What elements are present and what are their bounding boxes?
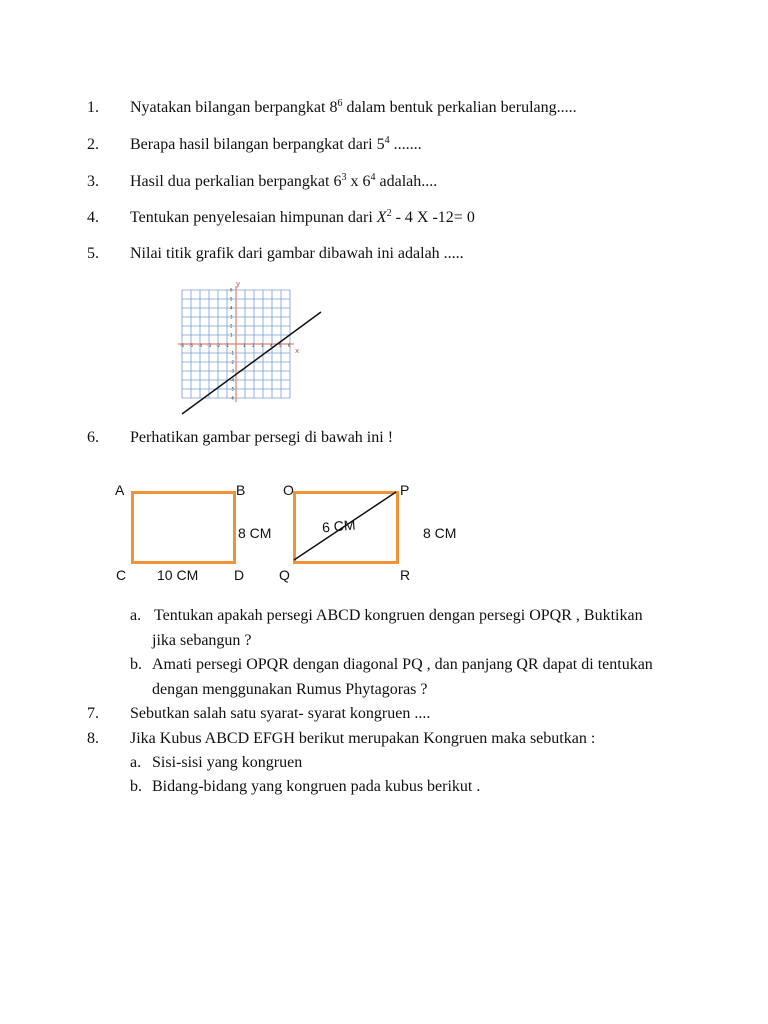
question-text: Perhatikan gambar persegi di bawah ini !	[130, 429, 394, 446]
sub-letter: a.	[130, 607, 142, 624]
vertex-label-c: C	[116, 567, 127, 583]
question-text: Hasil dua perkalian berpangkat $6^3$ x $6^4$ adalah....	[130, 172, 438, 190]
sub-text: Sisi-sisi yang kongruen	[152, 754, 303, 771]
sub-text-line1: Amati persegi OPQR dengan diagonal PQ , dan panjang QR dapat di tentukan	[152, 656, 653, 673]
y-tick-label: -5	[230, 386, 234, 392]
rectangle-abcd	[131, 491, 236, 564]
sub-letter: a.	[130, 754, 142, 771]
x-tick-label: 5	[279, 343, 282, 348]
x-tick-label: 4	[270, 343, 273, 348]
question-text: Nyatakan bilangan berpangkat $8^6$ dalam bentuk perkalian berulang.....	[130, 98, 577, 116]
y-tick-label: 1	[230, 332, 233, 338]
vertex-label-b: B	[236, 482, 246, 498]
diagonal-label-pq: 6 CM	[321, 516, 357, 536]
graph-line	[182, 312, 321, 414]
y-tick-label: -6	[230, 395, 234, 401]
vertex-label-a: A	[115, 482, 125, 498]
y-tick-label: -3	[230, 368, 234, 374]
x-tick-label: 1	[243, 343, 246, 348]
y-tick-label: -2	[230, 359, 234, 365]
question-6a	[130, 606, 643, 649]
question-number: 8.	[87, 730, 99, 747]
y-tick-label: -4	[230, 377, 234, 383]
x-tick-label: -5	[189, 343, 193, 348]
question-6b	[130, 655, 653, 698]
sub-letter: b.	[130, 656, 142, 673]
x-tick-label: -4	[198, 343, 202, 348]
question-number: 6.	[87, 429, 99, 446]
y-tick-label: 2	[230, 323, 233, 329]
x-tick-label: 3	[261, 343, 264, 348]
x-tick-label: -1	[225, 343, 229, 348]
vertex-label-o: O	[283, 482, 294, 498]
x-tick-label: -2	[216, 343, 220, 348]
vertex-label-p: P	[400, 482, 410, 498]
sub-text-line1: Tentukan apakah persegi ABCD kongruen dengan persegi OPQR , Buktikan	[154, 607, 643, 624]
question-8b	[130, 777, 481, 797]
y-tick-label: 6	[230, 287, 233, 293]
question-number: 2.	[87, 136, 99, 153]
question-text: Sebutkan salah satu syarat- syarat kongruen ....	[130, 705, 431, 722]
question-text: Tentukan penyelesaian himpunan dari $X^2 - 4$ X -12= 0	[130, 208, 475, 226]
x-axis-label: x	[295, 347, 300, 355]
vertex-label-r: R	[400, 567, 411, 583]
y-tick-label: 3	[230, 314, 233, 320]
x-tick-label: 6	[288, 343, 291, 348]
y-axis-label: y	[236, 280, 241, 288]
side-label-bd: 8 CM	[238, 525, 272, 541]
question-text: Berapa hasil bilangan berpangkat dari $5^4$ .......	[130, 135, 422, 153]
vertex-label-q: Q	[279, 567, 290, 583]
sub-text-line2: jika sebangun ?	[152, 632, 252, 649]
side-label-cd: 10 CM	[157, 567, 199, 583]
question-8a	[130, 753, 303, 773]
y-tick-label: 5	[230, 296, 233, 302]
coordinate-graph	[170, 280, 330, 420]
question-text: Nilai titik grafik dari gambar dibawah ini adalah .....	[130, 245, 464, 262]
question-text: Jika Kubus ABCD EFGH berikut merupakan Kongruen maka sebutkan :	[130, 730, 596, 747]
question-number: 4.	[87, 209, 99, 226]
x-tick-label: -6	[180, 343, 184, 348]
side-label-pr: 8 CM	[423, 525, 457, 541]
y-tick-label: 4	[230, 305, 233, 311]
sub-letter: b.	[130, 778, 142, 795]
question-number: 3.	[87, 173, 99, 190]
y-tick-label: -1	[230, 350, 234, 356]
sub-text-line2: dengan menggunakan Rumus Phytagoras ?	[152, 681, 428, 698]
question-number: 7.	[87, 705, 99, 722]
vertex-label-d: D	[234, 567, 245, 583]
x-tick-label: -3	[207, 343, 211, 348]
question-number: 5.	[87, 245, 99, 262]
question-number: 1.	[87, 99, 99, 116]
x-tick-label: 2	[252, 343, 255, 348]
sub-text: Bidang-bidang yang kongruen pada kubus berikut .	[152, 778, 481, 795]
